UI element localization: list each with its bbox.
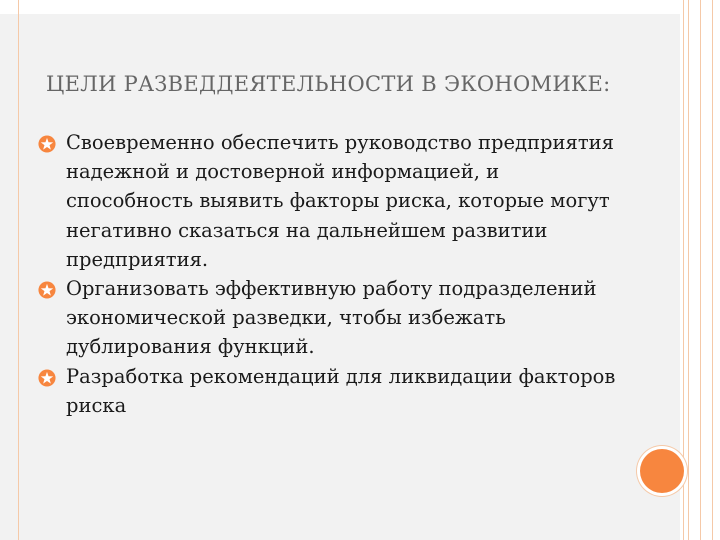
decorative-line — [688, 0, 689, 540]
bullet-text: Разработка рекомендаций для ликвидации факторов риска — [66, 364, 616, 417]
bullet-item — [38, 362, 628, 420]
bullet-text: Своевременно обеспечить руководство предприятия надежной и достоверной информацией, и способность выявить факторы риска, которые могут негативно сказаться на дальнейшем развитии предприятия. — [66, 131, 614, 271]
decorative-line — [700, 0, 701, 540]
bullet-list — [38, 128, 628, 420]
slide-title: ЦЕЛИ РАЗВЕДДЕЯТЕЛЬНОСТИ В ЭКОНОМИКЕ: — [46, 72, 611, 96]
bullet-item — [38, 274, 628, 362]
star-bullet-icon — [38, 135, 56, 153]
bullet-item — [38, 128, 628, 274]
bullet-text: Организовать эффективную работу подразделений экономической разведки, чтобы избежать дублирования функций. — [66, 277, 597, 359]
star-bullet-icon — [38, 369, 56, 387]
decorative-circle — [640, 449, 684, 493]
decorative-line — [712, 0, 713, 540]
star-bullet-icon — [38, 281, 56, 299]
